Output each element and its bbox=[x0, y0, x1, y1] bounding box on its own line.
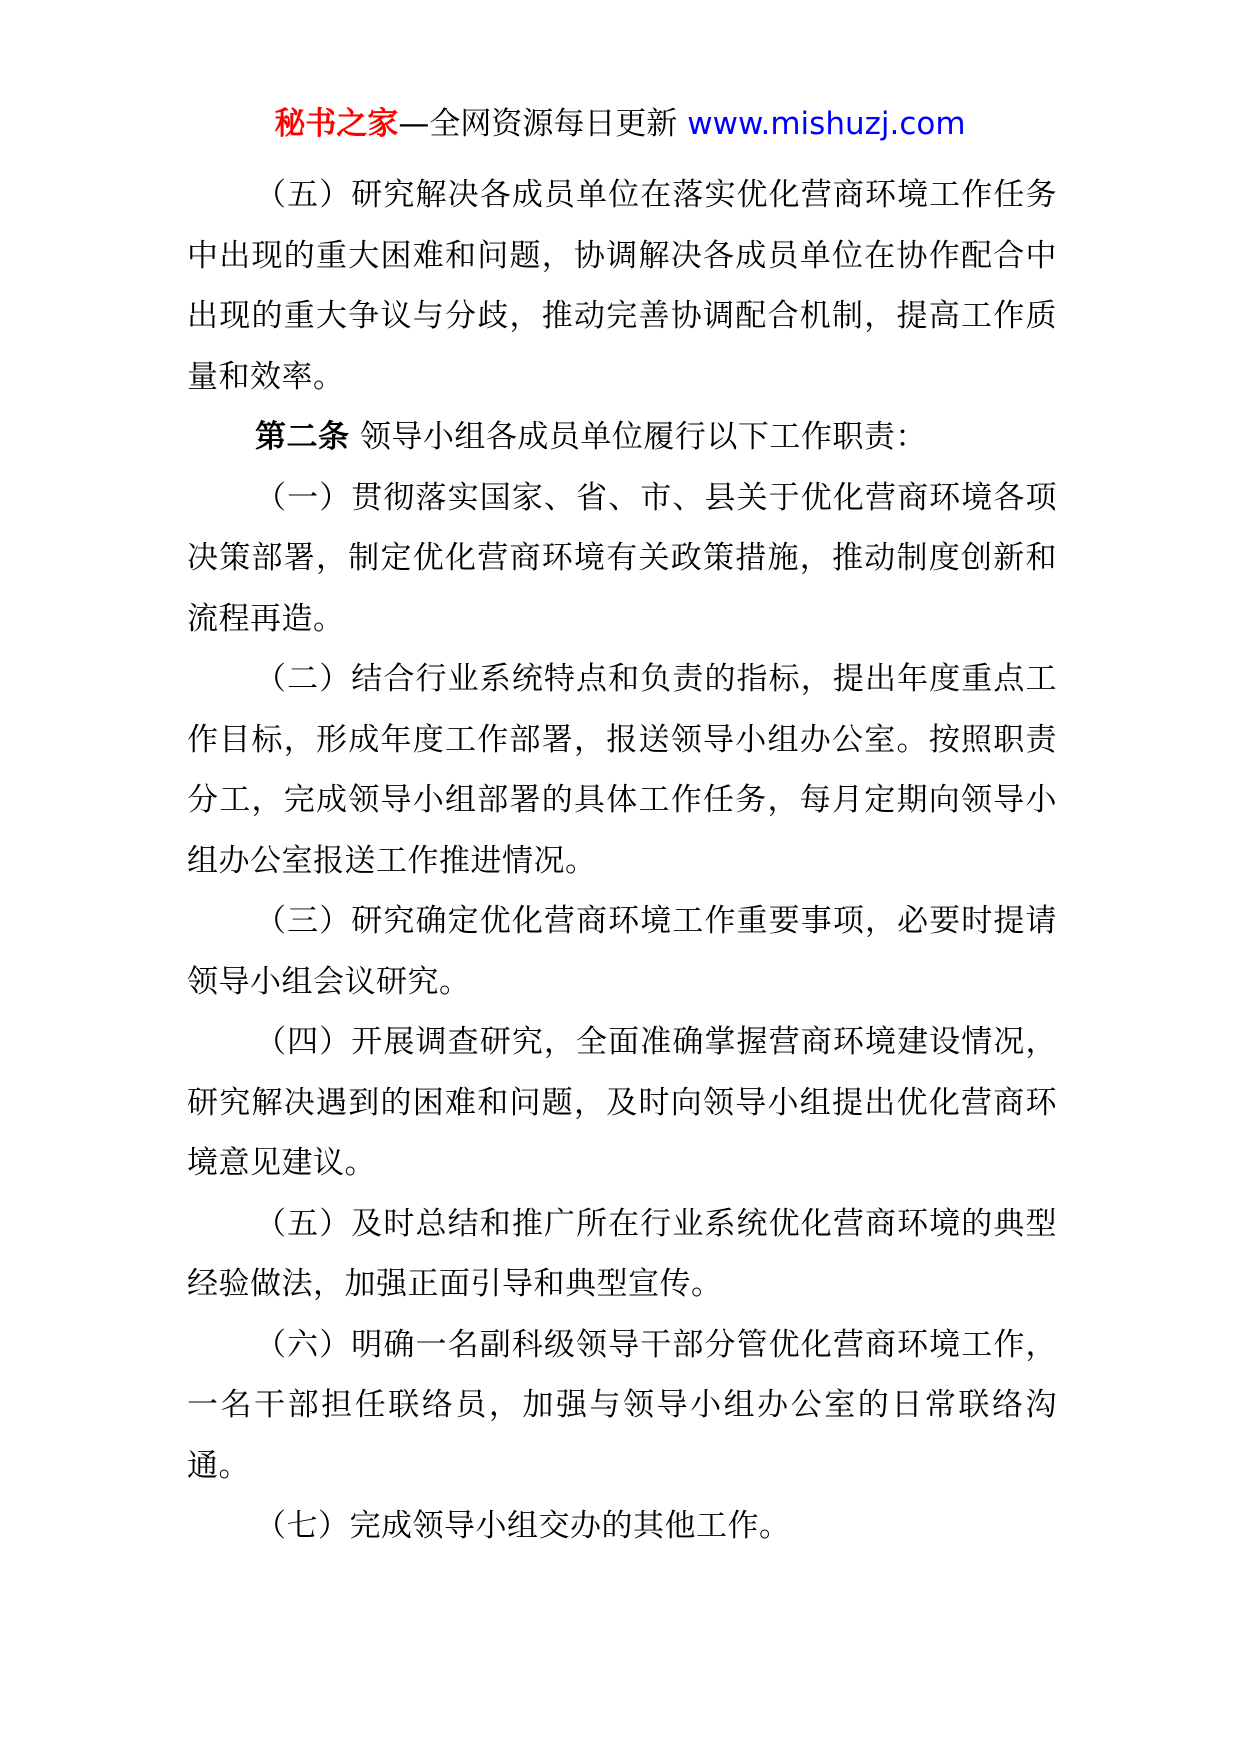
site-url-link[interactable]: www.mishuzj.com bbox=[687, 106, 966, 142]
paragraph-text: （四）开展调查研究，全面准确掌握营商环境建设情况，研究解决遇到的困难和问题，及时向领导小组提出优化营商环境意见建议。 bbox=[187, 1024, 1057, 1181]
document-body bbox=[187, 165, 1057, 1557]
paragraph-item-6 bbox=[187, 1315, 1057, 1497]
article-2-heading bbox=[187, 407, 1057, 468]
article-number: 第二条 bbox=[255, 419, 350, 455]
paragraph-text: （五）研究解决各成员单位在落实优化营商环境工作任务中出现的重大困难和问题，协调解决各成员单位在协作配合中出现的重大争议与分歧，推动完善协调配合机制，提高工作质量和效率。 bbox=[187, 177, 1057, 395]
paragraph-text: （七）完成领导小组交办的其他工作。 bbox=[255, 1508, 791, 1544]
paragraph-text: （一）贯彻落实国家、省、市、县关于优化营商环境各项决策部署，制定优化营商环境有关政策措施，推动制度创新和流程再造。 bbox=[187, 479, 1057, 637]
paragraph-item-5 bbox=[187, 1194, 1057, 1315]
brand-name: 秘书之家 bbox=[274, 106, 399, 142]
paragraph-item-1 bbox=[187, 468, 1057, 650]
site-header bbox=[0, 102, 1240, 146]
paragraph-text: （三）研究确定优化营商环境工作重要事项，必要时提请领导小组会议研究。 bbox=[187, 903, 1057, 1000]
header-slogan: —全网资源每日更新 bbox=[398, 106, 688, 142]
paragraph-text: 领导小组各成员单位履行以下工作职责： bbox=[349, 419, 927, 455]
paragraph-text: （二）结合行业系统特点和负责的指标，提出年度重点工作目标，形成年度工作部署，报送领导小组办公室。按照职责分工，完成领导小组部署的具体工作任务，每月定期向领导小组办公室报送工作推进情况。 bbox=[187, 661, 1057, 879]
paragraph-item-3 bbox=[187, 891, 1057, 1012]
paragraph-item-7 bbox=[187, 1496, 1057, 1557]
paragraph-item-4 bbox=[187, 1012, 1057, 1194]
paragraph-item-2 bbox=[187, 649, 1057, 891]
paragraph-text: （六）明确一名副科级领导干部分管优化营商环境工作，一名干部担任联络员，加强与领导小组办公室的日常联络沟通。 bbox=[187, 1326, 1057, 1484]
paragraph-text: （五）及时总结和推广所在行业系统优化营商环境的典型经验做法，加强正面引导和典型宣传。 bbox=[187, 1205, 1057, 1302]
paragraph-item-5-top bbox=[187, 165, 1057, 407]
